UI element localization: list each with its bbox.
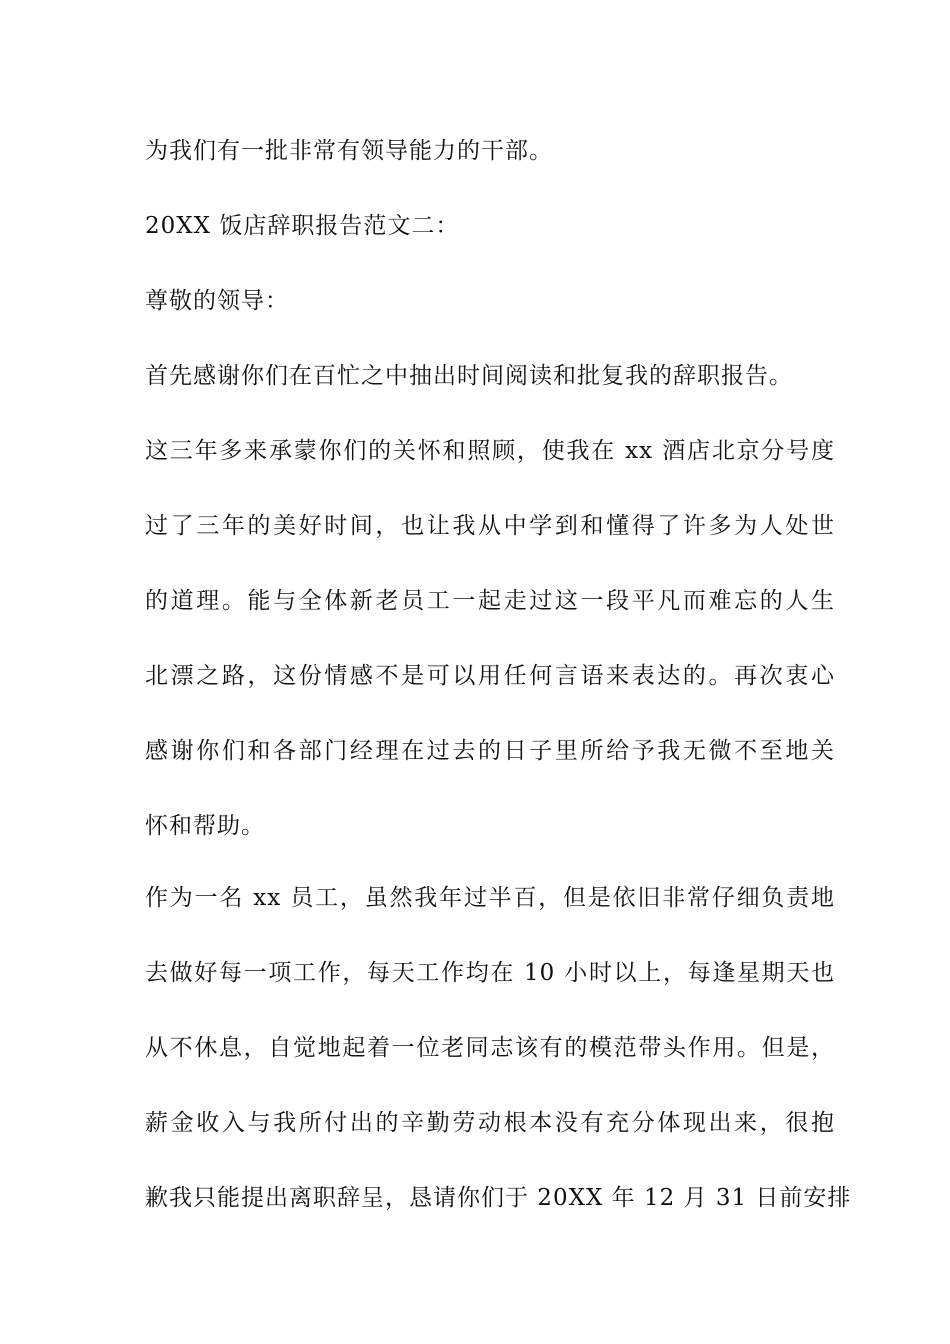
text-line-9: 感谢你们和各部门经理在过去的日子里所给予我无微不至地关 bbox=[145, 738, 835, 764]
text-line-14: 薪金收入与我所付出的辛勤劳动根本没有充分体现出来，很抱 bbox=[145, 1110, 835, 1136]
salutation: 尊敬的领导： bbox=[145, 288, 289, 314]
text-line-12: 去做好每一项工作，每天工作均在 10 小时以上，每逢星期天也 bbox=[145, 960, 835, 986]
text-line-11: 作为一名 xx 员工，虽然我年过半百，但是依旧非常仔细负责地 bbox=[145, 885, 835, 911]
text-line-7: 的道理。能与全体新老员工一起走过这一段平凡而难忘的人生 bbox=[145, 588, 835, 614]
text-line-15: 歉我只能提出离职辞呈，恳请你们于 20XX 年 12 月 31 日前安排 bbox=[145, 1185, 852, 1211]
section-heading: 20XX 饭店辞职报告范文二： bbox=[145, 213, 460, 239]
text-line-6: 过了三年的美好时间，也让我从中学到和懂得了许多为人处世 bbox=[145, 513, 835, 539]
text-line-1: 为我们有一批非常有领导能力的干部。 bbox=[145, 138, 553, 164]
text-line-4: 首先感谢你们在百忙之中抽出时间阅读和批复我的辞职报告。 bbox=[145, 363, 793, 389]
text-line-8: 北漂之路，这份情感不是可以用任何言语来表达的。再次衷心 bbox=[145, 663, 835, 689]
text-line-5: 这三年多来承蒙你们的关怀和照顾，使我在 xx 酒店北京分号度 bbox=[145, 438, 835, 464]
text-line-10: 怀和帮助。 bbox=[145, 813, 265, 839]
text-line-13: 从不休息，自觉地起着一位老同志该有的模范带头作用。但是， bbox=[145, 1035, 835, 1061]
